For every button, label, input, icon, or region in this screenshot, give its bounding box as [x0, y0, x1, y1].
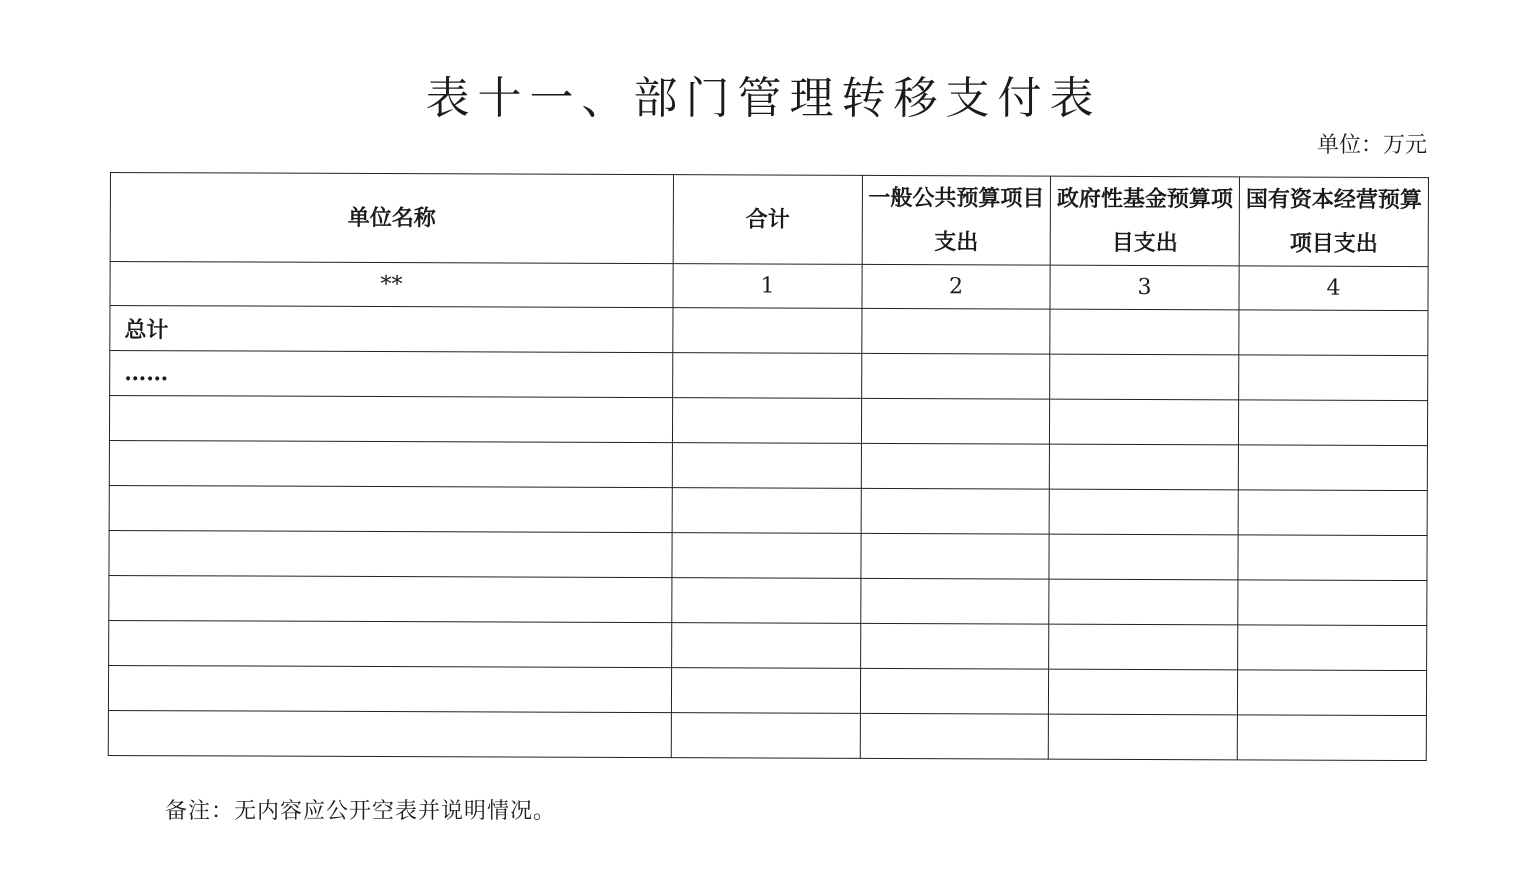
table-row	[110, 306, 1428, 356]
index-row	[110, 262, 1428, 311]
row-name-cell: ……	[110, 351, 673, 398]
header-unit-name: 单位名称	[110, 173, 673, 264]
table-cell	[672, 488, 861, 534]
table-cell	[1049, 624, 1238, 670]
footnote: 备注：无内容应公开空表并说明情况。	[165, 799, 557, 824]
table-cell	[861, 443, 1049, 489]
table-cell	[1048, 714, 1237, 760]
table-cell	[861, 533, 1049, 579]
row-name-cell	[109, 396, 672, 443]
page-title: 表十一、部门管理转移支付表	[425, 73, 1102, 124]
table-row	[109, 530, 1427, 580]
table-cell	[1239, 310, 1428, 356]
row-name-cell	[109, 575, 672, 622]
table-cell	[1048, 669, 1237, 715]
unit-label: 单位：万元	[1316, 133, 1427, 158]
row-name-cell	[108, 665, 671, 712]
table-cell	[672, 443, 861, 489]
table-cell	[671, 668, 860, 714]
table-row	[109, 440, 1427, 490]
index-cell: 4	[1239, 266, 1428, 311]
header-general-budget: 一般公共预算项目支出	[862, 175, 1050, 265]
table-cell	[1050, 309, 1239, 355]
table-cell	[1238, 400, 1427, 446]
table-row	[108, 665, 1426, 715]
table-cell	[1049, 579, 1238, 625]
table-cell	[1239, 355, 1428, 401]
index-cell: 1	[673, 264, 862, 309]
table-cell	[861, 488, 1049, 534]
row-name-cell	[109, 440, 672, 487]
table-cell	[1238, 535, 1427, 581]
table-cell	[860, 668, 1048, 714]
table-cell	[1237, 670, 1426, 716]
table-cell	[861, 623, 1049, 669]
table-cell	[1238, 490, 1427, 536]
table-cell	[673, 353, 862, 399]
index-cell: 3	[1050, 265, 1239, 310]
row-name-cell: 总计	[110, 306, 673, 353]
row-name-cell	[109, 530, 672, 577]
header-row	[110, 173, 1428, 267]
table-cell	[862, 353, 1050, 399]
table-cell	[1238, 580, 1427, 626]
table-cell	[1237, 715, 1426, 761]
table-cell	[861, 398, 1049, 444]
table-row	[110, 351, 1428, 401]
transfer-payment-table	[108, 172, 1429, 761]
table-row	[109, 396, 1427, 446]
header-state-capital-budget: 国有资本经营预算项目支出	[1239, 177, 1428, 267]
table-cell	[672, 533, 861, 579]
table-row	[109, 485, 1427, 535]
table-cell	[672, 623, 861, 669]
table-row	[108, 710, 1426, 760]
table-cell	[672, 398, 861, 444]
index-cell: 2	[862, 264, 1050, 309]
table-cell	[1049, 534, 1238, 580]
table-cell	[672, 578, 861, 624]
table-cell	[861, 578, 1049, 624]
table-cell	[671, 713, 860, 759]
header-total: 合计	[673, 175, 862, 265]
row-name-cell	[108, 710, 671, 757]
row-name-cell	[109, 485, 672, 532]
table-cell	[1238, 625, 1427, 671]
table-row	[109, 575, 1427, 625]
table-cell	[1050, 354, 1239, 400]
table-cell	[860, 713, 1048, 759]
header-fund-budget: 政府性基金预算项目支出	[1050, 176, 1239, 266]
table-cell	[1049, 399, 1238, 445]
table-cell	[673, 308, 862, 354]
row-name-cell	[109, 620, 672, 667]
index-cell: **	[110, 262, 673, 308]
table-cell	[862, 308, 1050, 354]
table-cell	[1049, 444, 1238, 490]
table-row	[109, 620, 1427, 670]
table-cell	[1049, 489, 1238, 535]
table-cell	[1238, 445, 1427, 491]
